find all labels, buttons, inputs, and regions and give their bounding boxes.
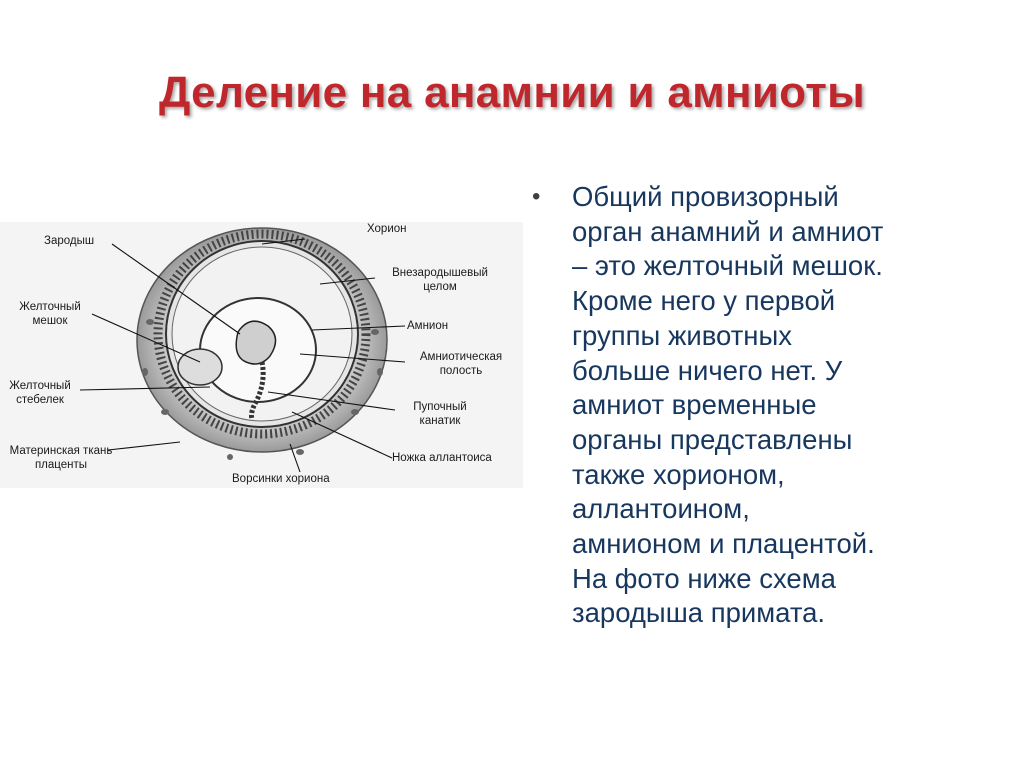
body-line: – это желточный мешок. <box>572 250 883 282</box>
yolk-sac <box>178 349 222 385</box>
body-line: аллантоином, <box>572 493 750 525</box>
body-line: амнионом и плацентой. <box>572 528 875 560</box>
label-chorionic-villi: Ворсинки хориона <box>232 473 330 485</box>
body-line: также хорионом, <box>572 458 785 490</box>
body-paragraph <box>572 180 883 631</box>
label-chorion: Хорион <box>367 223 407 235</box>
body-line: Кроме него у первой <box>572 285 836 317</box>
label-line: Материнская ткань <box>9 445 113 457</box>
label-allantois-stalk: Ножка аллантоиса <box>392 452 492 464</box>
label-maternal-placenta <box>2 444 120 472</box>
slide-title: Деление на анамнии и амниоты <box>159 68 865 117</box>
label-line: стебелек <box>16 394 64 406</box>
body-line: Общий провизорный <box>572 181 839 212</box>
body-line: больше ничего нет. У <box>572 354 843 386</box>
label-line: плаценты <box>34 459 88 471</box>
label-line: Амниотическая <box>419 351 503 363</box>
body-line: орган анамний и амниот <box>572 215 884 247</box>
label-amniotic-cavity <box>400 350 522 378</box>
body-line: органы представлены <box>572 423 853 455</box>
embryo-diagram <box>0 222 523 488</box>
label-umbilical-cord <box>395 400 485 428</box>
label-line: мешок <box>32 315 68 327</box>
label-line: Желточный <box>19 301 81 313</box>
label-line: канатик <box>419 415 461 427</box>
label-yolk-stalk <box>0 379 80 407</box>
label-line: целом <box>423 281 457 293</box>
label-line: полость <box>439 365 483 377</box>
body-line: группы животных <box>572 319 792 351</box>
label-line: Пупочный <box>413 401 467 413</box>
label-embryo: Зародыш <box>44 235 95 247</box>
label-amnion: Амнион <box>407 320 449 332</box>
label-yolk-sac <box>6 300 94 328</box>
label-line: Желточный <box>9 380 71 392</box>
body-line: На фото ниже схема <box>572 562 836 594</box>
body-line: амниот временные <box>572 389 817 421</box>
body-line: зародыша примата. <box>572 597 826 629</box>
label-extraembryonic-coelom <box>376 266 504 294</box>
label-line: Внезародышевый <box>392 267 488 279</box>
bullet-marker: • <box>532 183 541 210</box>
